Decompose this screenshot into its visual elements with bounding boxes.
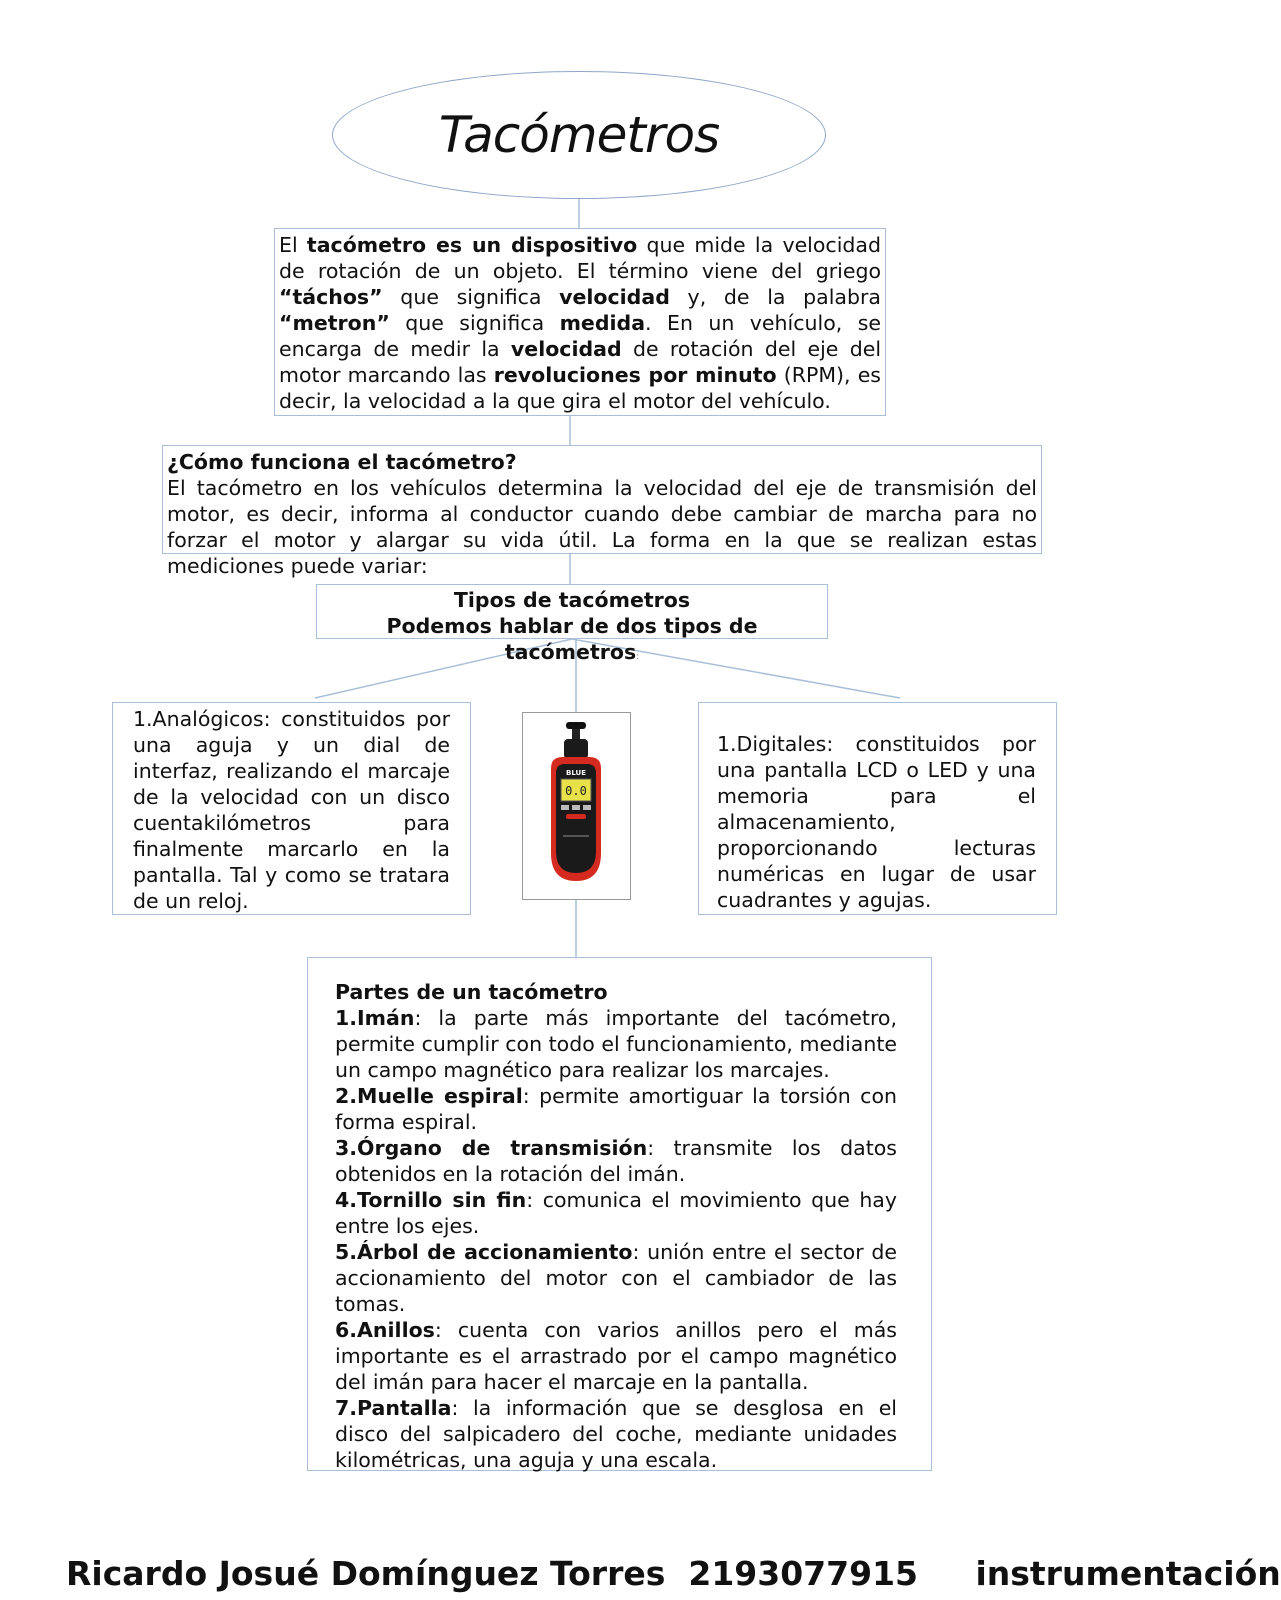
part-description: : la parte más importante del tacómetro, permite cumplir con todo el funcionamiento, mediante un campo magnético para realizar los marcajes.: [335, 1006, 897, 1082]
part-item: [335, 1239, 897, 1317]
definition-text-segment: (RPM), es decir, la velocidad a la que gira el motor del vehículo.: [279, 363, 881, 413]
device-brand-label: BLUE: [565, 769, 587, 777]
definition-text: [279, 233, 881, 413]
part-item: [335, 1317, 897, 1395]
definition-text-segment: de rotación del eje del motor marcando las: [279, 337, 882, 387]
device-display-readout: 0.0: [565, 784, 587, 798]
types-box: [316, 584, 828, 664]
part-name: 7.Pantalla: [335, 1396, 452, 1420]
definition-text-segment: y, de la palabra: [669, 285, 881, 309]
types-subheading-suffix: :: [636, 652, 640, 662]
definition-bold-term: “metron”: [279, 311, 390, 335]
part-name: 5.Árbol de accionamiento: [335, 1240, 633, 1264]
analog-type-text: 1.Analógicos: constituidos por una aguja y un dial de interfaz, realizando el marcaje de la velocidad con un disco cuentakilómetros para finalmente marcarlo en la pantalla. Tal y como se tratara de un reloj.: [133, 707, 450, 913]
digital-type-text: 1.Digitales: constituidos por una pantalla LCD o LED y una memoria para el almacenamiento, proporcionando lecturas numéricas en lugar de usar cuadrantes y agujas.: [717, 732, 1036, 912]
page-title: Tacómetros: [438, 106, 720, 164]
definition-box: [274, 228, 886, 416]
definition-bold-term: velocidad: [510, 337, 622, 361]
types-subheading: Podemos hablar de dos tipos de tacómetros: [386, 614, 758, 664]
digital-tachometer-icon: [523, 713, 629, 898]
definition-bold-term: tacómetro es un dispositivo: [306, 233, 638, 257]
definition-text-segment: El: [279, 233, 307, 257]
footer-id: 2193077915: [688, 1554, 918, 1593]
footer-subject: instrumentación: [975, 1554, 1281, 1593]
definition-text-segment: que mide la velocidad de rotación de un objeto. El término viene del griego: [279, 233, 881, 283]
part-name: 1.Imán: [335, 1006, 415, 1030]
types-heading: Tipos de tacómetros: [453, 588, 691, 612]
part-description: : la información que se desglosa en el disco del salpicadero del coche, mediante unidades kilométricas, una aguja y una escala.: [335, 1396, 897, 1472]
part-description: : cuenta con varios anillos pero el más importante es el arrastrado por el campo magnético del imán para hacer el marcaje en la pantalla.: [335, 1318, 897, 1394]
definition-bold-term: medida: [559, 311, 646, 335]
part-description: : unión entre el sector de accionamiento del motor con el cambiador de las tomas.: [335, 1240, 898, 1316]
footer-author: Ricardo Josué Domínguez Torres: [66, 1554, 666, 1593]
definition-text-segment: que significa: [382, 285, 560, 309]
part-name: 4.Tornillo sin fin: [335, 1188, 527, 1212]
footer: [66, 1554, 1281, 1593]
parts-box: [307, 957, 932, 1471]
part-item: [335, 1395, 897, 1473]
definition-text-segment: que significa: [389, 311, 560, 335]
part-item: [335, 1005, 897, 1083]
part-description: : transmite los datos obtenidos en la rotación del imán.: [335, 1136, 897, 1186]
types-subheading-row: [317, 613, 827, 670]
parts-heading: Partes de un tacómetro: [335, 980, 608, 1004]
part-item: [335, 1187, 897, 1239]
part-item: [335, 1083, 897, 1135]
parts-list: [335, 1005, 897, 1473]
part-name: 3.Órgano de transmisión: [335, 1136, 648, 1160]
title-ellipse: [332, 71, 826, 199]
digital-type-box: [698, 702, 1057, 915]
analog-type-box: [112, 702, 471, 915]
part-description: : permite amortiguar la torsión con forma espiral.: [335, 1084, 897, 1134]
definition-bold-term: velocidad: [559, 285, 670, 309]
definition-text-segment: . En un vehículo, se encarga de medir la: [279, 311, 881, 361]
definition-bold-term: revoluciones por minuto: [493, 363, 777, 387]
part-description: : comunica el movimiento que hay entre los ejes.: [335, 1188, 897, 1238]
part-item: [335, 1135, 897, 1187]
part-name: 6.Anillos: [335, 1318, 435, 1342]
how-it-works-heading: ¿Cómo funciona el tacómetro?: [167, 450, 517, 474]
tachometer-image: [522, 712, 631, 900]
how-it-works-body: El tacómetro en los vehículos determina la velocidad del eje de transmisión del motor, es decir, informa al conductor cuando debe cambiar de marcha para no forzar el motor y alargar su vida útil. La forma en la que se realizan estas mediciones puede variar:: [167, 476, 1037, 578]
definition-bold-term: “táchos”: [279, 285, 383, 309]
part-name: 2.Muelle espiral: [335, 1084, 523, 1108]
how-it-works-box: [162, 445, 1042, 578]
